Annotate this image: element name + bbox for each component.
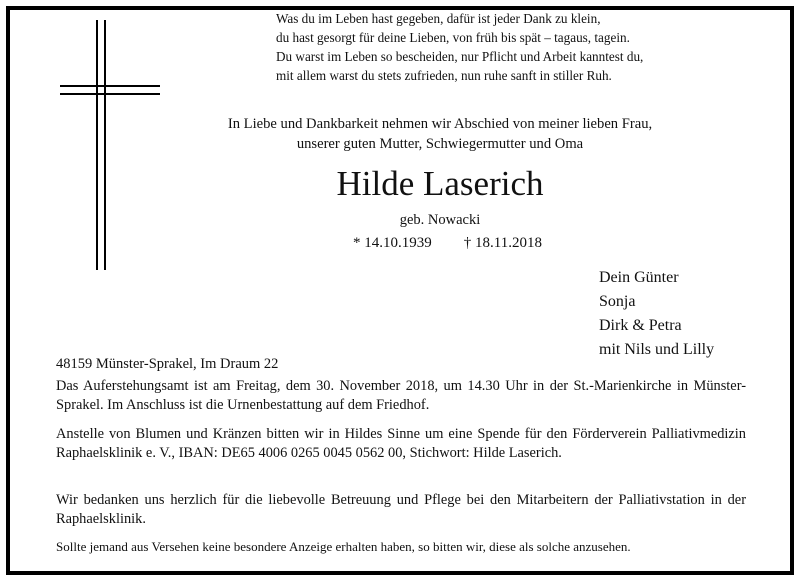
birth-name: geb. Nowacki bbox=[399, 212, 481, 228]
thanks-paragraph: Wir bedanken uns herzlich für die liebevolle Betreuung und Pflege bei den Mitarbeitern der Palliativstation in der Raphaelsklinik. bbox=[56, 492, 746, 527]
life-dates bbox=[353, 235, 574, 252]
address: 48159 Münster-Sprakel, Im Draum 22 bbox=[56, 356, 279, 372]
poem-line: Was du im Leben hast gegeben, dafür ist jeder Dank zu klein, bbox=[276, 11, 601, 26]
note-paragraph: Sollte jemand aus Versehen keine besondere Anzeige erhalten haben, so bitten wir, diese als solche anzusehen. bbox=[56, 539, 631, 554]
deceased-name: Hilde Laserich bbox=[336, 164, 544, 203]
intro-text bbox=[150, 114, 730, 154]
mourner: Dein Günter bbox=[599, 269, 679, 286]
poem-line: Du warst im Leben so bescheiden, nur Pflicht und Arbeit kanntest du, bbox=[276, 49, 644, 64]
poem-line: du hast gesorgt für deine Lieben, von früh bis spät – tagaus, tagein. bbox=[276, 30, 630, 45]
death-date: † 18.11.2018 bbox=[463, 235, 542, 251]
mourners-list bbox=[599, 266, 714, 362]
mourner: mit Nils und Lilly bbox=[599, 341, 715, 358]
poem-line: mit allem warst du stets zufrieden, nun ruhe sanft in stiller Ruh. bbox=[276, 68, 612, 83]
intro-line-2: unserer guten Mutter, Schwiegermutter und Oma bbox=[296, 136, 584, 152]
donation-paragraph: Anstelle von Blumen und Kränzen bitten wir in Hildes Sinne um eine Spende für den Förderverein Palliativmedizin Raphaelsklinik e. V., IBAN: DE65 4006 0265 0045 0562 00, Stichwort: Hilde Laserich. bbox=[56, 426, 746, 461]
burial-paragraph: Das Auferstehungsamt ist am Freitag, dem 30. November 2018, um 14.30 Uhr in der St.-Marienkirche in Münster-Sprakel. Im Anschluss ist die Urnenbestattung auf dem Friedhof. bbox=[56, 378, 746, 413]
mourner: Sonja bbox=[599, 293, 636, 310]
poem bbox=[276, 9, 746, 85]
mourner: Dirk & Petra bbox=[599, 317, 682, 334]
intro-line-1: In Liebe und Dankbarkeit nehmen wir Abschied von meiner lieben Frau, bbox=[227, 116, 653, 132]
cross-icon bbox=[60, 20, 160, 270]
birth-date: * 14.10.1939 bbox=[353, 235, 432, 251]
